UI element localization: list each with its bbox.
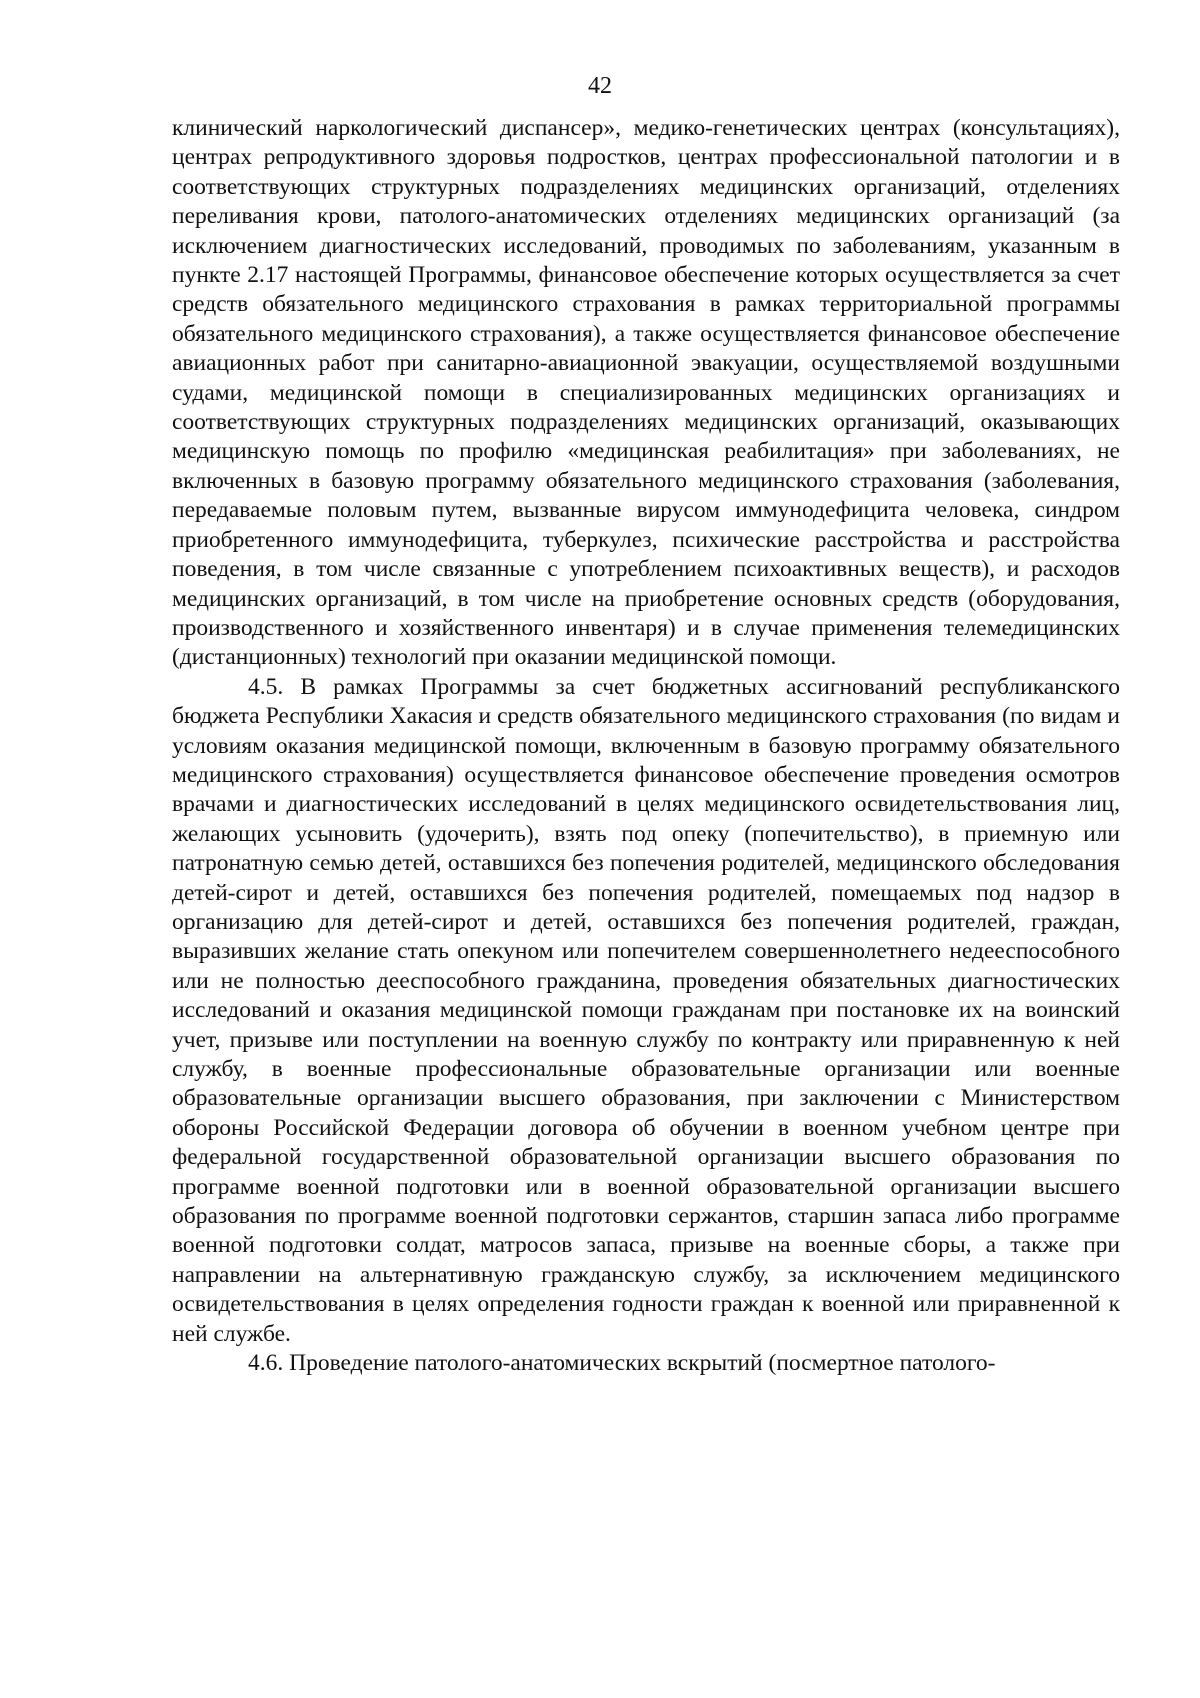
- paragraph-4-5: 4.5. В рамках Программы за счет бюджетных ассигнований республиканского бюджета Республики Хакасия и средств обязательного медицинского страхования (по видам и условиям оказания медицинской помощи, включенным в базовую программу обязательного медицинского страхования) осуществляется финансовое обеспечение проведения осмотров врачами и диагностических исследований в целях медицинского освидетельствования лиц, желающих усыновить (удочерить), взять под опеку (попечительство), в приемную или патронатную семью детей, оставшихся без попечения родителей, медицинского обследования детей-сирот и детей, оставшихся без попечения родителей, помещаемых под надзор в организацию для детей-сирот и детей, оставшихся без попечения родителей, граждан, выразивших желание стать опекуном или попечителем совершеннолетнего недееспособного или не полностью дееспособного гражданина, проведения обязательных диагностических исследований и оказания медицинской помощи гражданам при постановке их на воинский учет, призыве или поступлении на военную службу по контракту или приравненную к ней службу, в военные профессиональные образовательные организации или военные образовательные организации высшего образования, при заключении с Министерством обороны Российской Федерации договора об обучении в военном учебном центре при федеральной государственной образовательной организации высшего образования по программе военной подготовки или в военной образовательной организации высшего образования по программе военной подготовки сержантов, старшин запаса либо программе военной подготовки солдат, матросов запаса, призыве на военные сборы, а также при направлении на альтернативную гражданскую службу, за исключением медицинского освидетельствования в целях определения годности граждан к военной или приравненной к ней службе.: [172, 673, 1120, 1347]
- paragraph-4-6: 4.6. Проведение патолого-анатомических вскрытий (посмертное патолого-: [248, 1350, 996, 1377]
- paragraph-continuation: клинический наркологический диспансер», медико-генетических центрах (консультациях), центрах репродуктивного здоровья подростков, центрах профессиональной патологии и в соответствующих структурных подразделениях медицинских организаций, отделениях переливания крови, патолого-анатомических отделениях медицинских организаций (за исключением диагностических исследований, проводимых по заболеваниям, указанным в пункте 2.17 настоящей Программы, финансовое обеспечение которых осуществляется за счет средств обязательного медицинского страхования в рамках территориальной программы обязательного медицинского страхования), а также осуществляется финансовое обеспечение авиационных работ при санитарно-авиационной эвакуации, осуществляемой воздушными судами, медицинской помощи в специализированных медицинских организациях и соответствующих структурных подразделениях медицинских организаций, оказывающих медицинскую помощь по профилю «медицинская реабилитация» при заболеваниях, не включенных в базовую программу обязательного медицинского страхования (заболевания, передаваемые половым путем, вызванные вирусом иммунодефицита человека, синдром приобретенного иммунодефицита, туберкулез, психические расстройства и расстройства поведения, в том числе связанные с употреблением психоактивных веществ), и расходов медицинских организаций, в том числе на приобретение основных средств (оборудования, производственного и хозяйственного инвентаря) и в случае применения телемедицинских (дистанционных) технологий при оказании медицинской помощи.: [172, 115, 1120, 671]
- page-number: 42: [588, 73, 612, 99]
- document-body: [172, 114, 1120, 1378]
